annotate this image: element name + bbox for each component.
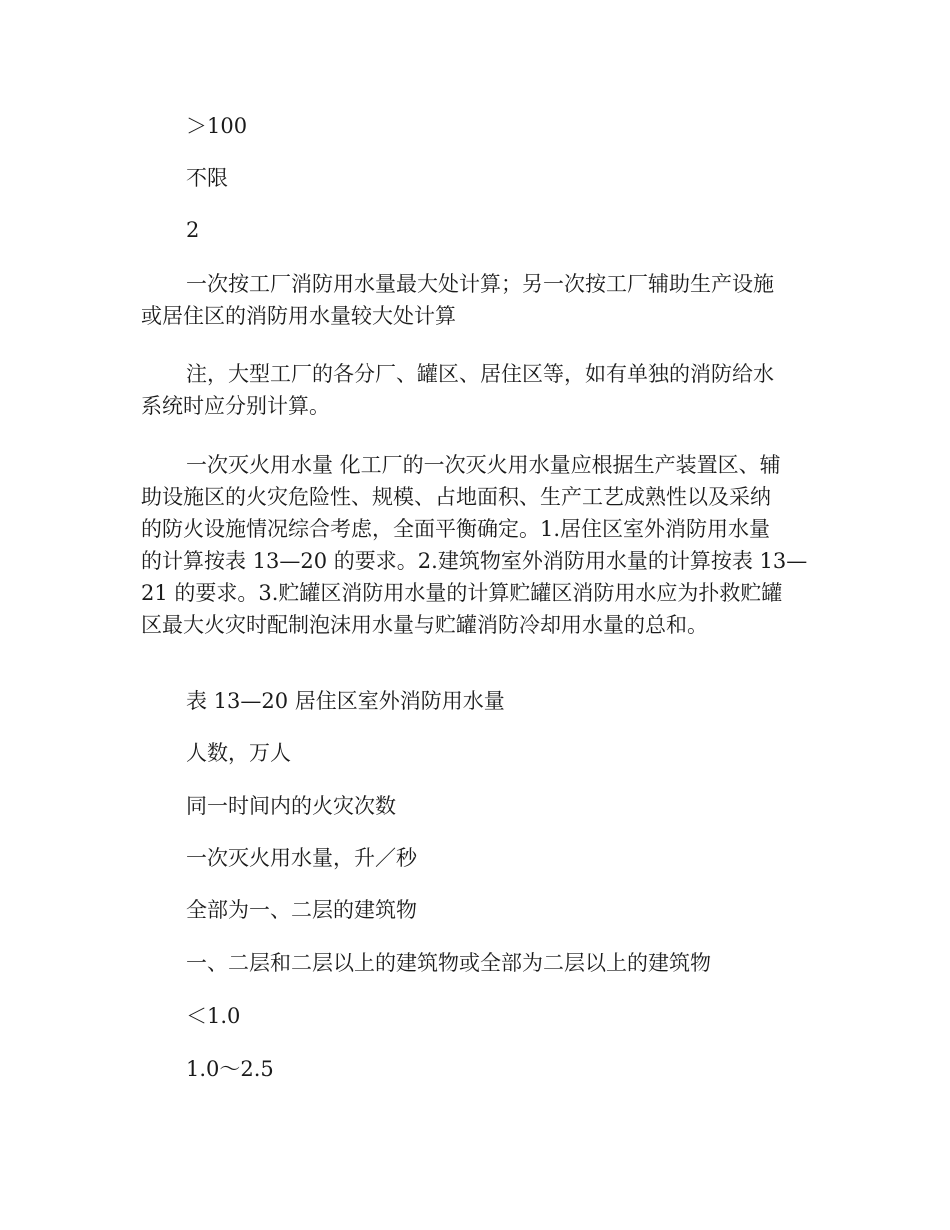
table-header-multi-rise: 一、二层和二层以上的建筑物或全部为二层以上的建筑物	[186, 951, 711, 975]
paragraph-line: 注，大型工厂的各分厂、罐区、居住区等，如有单独的消防给水	[186, 362, 774, 386]
value-greater-100: ＞100	[186, 114, 248, 138]
paragraph-line: 系统时应分别计算。	[141, 394, 330, 418]
table-header-low-rise: 全部为一、二层的建筑物	[186, 898, 417, 922]
value-unlimited: 不限	[186, 166, 228, 190]
note-paragraph	[141, 358, 811, 422]
calculation-paragraph	[141, 268, 811, 332]
table-value-1-to-2-5: 1.0～2.5	[186, 1057, 274, 1081]
paragraph-line: 区最大火灾时配制泡沫用水量与贮罐消防冷却用水量的总和。	[141, 613, 708, 637]
table-header-fire-count: 同一时间内的火灾次数	[186, 794, 396, 818]
table-header-water-volume: 一次灭火用水量，升／秒	[186, 846, 417, 870]
table-header-population: 人数，万人	[186, 741, 291, 765]
table-caption: 表 13—20 居住区室外消防用水量	[186, 689, 505, 713]
paragraph-line: 21 的要求。3.贮罐区消防用水量的计算贮罐区消防用水应为扑救贮罐	[141, 581, 783, 605]
paragraph-line: 助设施区的火灾危险性、规模、占地面积、生产工艺成熟性以及采纳	[141, 485, 771, 509]
paragraph-line: 的防火设施情况综合考虑，全面平衡确定。1.居住区室外消防用水量	[141, 517, 771, 541]
value-two: 2	[186, 218, 200, 242]
fire-water-paragraph	[141, 449, 811, 641]
table-value-less-1: ＜1.0	[186, 1004, 241, 1028]
paragraph-line: 或居住区的消防用水量较大处计算	[141, 304, 456, 328]
paragraph-line: 的计算按表 13—20 的要求。2.建筑物室外消防用水量的计算按表 13—	[141, 549, 808, 573]
paragraph-line: 一次灭火用水量 化工厂的一次灭火用水量应根据生产装置区、辅	[186, 453, 781, 477]
paragraph-line: 一次按工厂消防用水量最大处计算；另一次按工厂辅助生产设施	[186, 272, 774, 296]
